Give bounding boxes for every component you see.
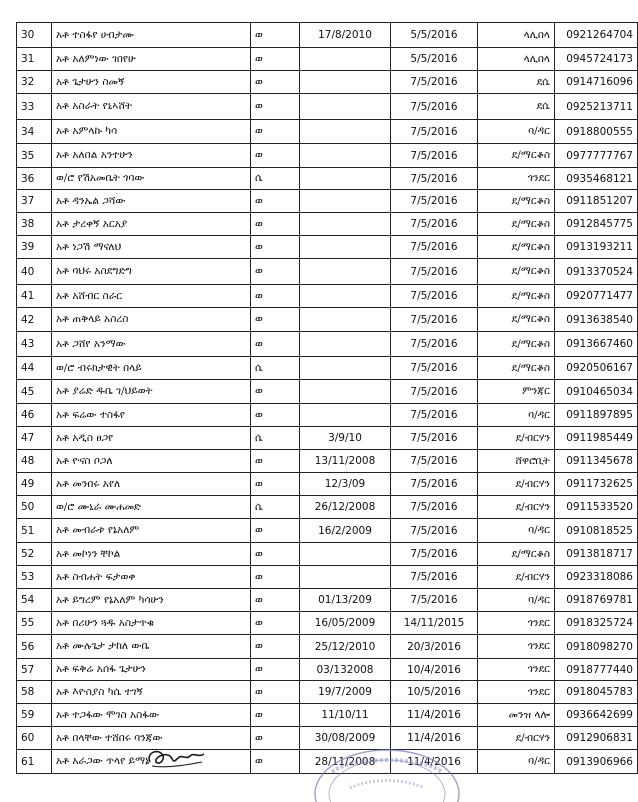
person-name: አቶ ስብሐት ፍታወቀ	[52, 566, 251, 589]
phone-number: 0913193211	[555, 236, 638, 259]
entry-date: 20/3/2016	[391, 635, 478, 659]
phone-number: 0913906966	[555, 750, 638, 774]
person-name: አቶ ዳንኤል ጋሻው	[52, 190, 251, 213]
table-row	[17, 681, 638, 704]
person-name: አቶ አስራት የኒኣሸት	[52, 94, 251, 120]
phone-number: 0912906831	[555, 727, 638, 750]
phone-number: 0977777767	[555, 144, 638, 168]
location: ደ/ብርሃን	[478, 727, 555, 750]
location: ጎንደር	[478, 681, 555, 704]
entry-date: 5/5/2016	[391, 23, 478, 48]
start-date	[300, 380, 391, 404]
row-number: 45	[17, 380, 52, 404]
location: ጎንደር	[478, 168, 555, 190]
person-name: አቶ ታረቀኝ አርአያ	[52, 213, 251, 236]
start-date: 01/13/209	[300, 589, 391, 612]
start-date: 19/7/2009	[300, 681, 391, 704]
phone-number: 0920506167	[555, 357, 638, 380]
row-number: 34	[17, 120, 52, 144]
table-row	[17, 285, 638, 308]
sex-code: ወ	[251, 285, 300, 308]
row-number: 37	[17, 190, 52, 213]
table-row	[17, 23, 638, 48]
person-name: አቶ መኮነን ቸኮል	[52, 543, 251, 566]
phone-number: 0914716096	[555, 71, 638, 94]
phone-number: 0912845775	[555, 213, 638, 236]
row-number: 43	[17, 332, 52, 357]
sex-code: ወ	[251, 589, 300, 612]
person-name: አቶ አራጋው ጥላየ ይማኔ	[52, 750, 251, 774]
person-name: አቶ በሪሁን ጓዱ አስታጥቁ	[52, 612, 251, 635]
row-number: 30	[17, 23, 52, 48]
table-row	[17, 450, 638, 473]
table-row	[17, 404, 638, 427]
person-name: አቶ ጠቅላይ አስረስ	[52, 308, 251, 332]
person-name: ወ/ሮ ሙኒራ ሙሐመድ	[52, 496, 251, 519]
row-number: 33	[17, 94, 52, 120]
entry-date: 7/5/2016	[391, 213, 478, 236]
location: ደ/ማርቆስ	[478, 259, 555, 285]
row-number: 54	[17, 589, 52, 612]
sex-code: ወ	[251, 120, 300, 144]
sex-code: ወ	[251, 236, 300, 259]
person-name: አቶ ይግረም የኔአለም ካሳሁን	[52, 589, 251, 612]
sex-code: ወ	[251, 48, 300, 71]
phone-number: 0911985449	[555, 427, 638, 450]
sex-code: ወ	[251, 94, 300, 120]
sex-code: ወ	[251, 473, 300, 496]
entry-date: 7/5/2016	[391, 450, 478, 473]
entry-date: 7/5/2016	[391, 473, 478, 496]
sex-code: ወ	[251, 71, 300, 94]
sex-code: ወ	[251, 213, 300, 236]
phone-number: 0920771477	[555, 285, 638, 308]
start-date: 17/8/2010	[300, 23, 391, 48]
sex-code: ወ	[251, 704, 300, 727]
entry-date: 7/5/2016	[391, 71, 478, 94]
start-date	[300, 404, 391, 427]
row-number: 48	[17, 450, 52, 473]
location: ባ/ዳር	[478, 120, 555, 144]
entry-date: 7/5/2016	[391, 380, 478, 404]
table-row	[17, 120, 638, 144]
location: ደሴ	[478, 94, 555, 120]
sex-code: ወ	[251, 566, 300, 589]
location: ደ/ማርቆስ	[478, 190, 555, 213]
person-name: ወ/ሮ የሽአመቤት ጎባው	[52, 168, 251, 190]
person-name: አቶ ባህሩ አስደግድግ	[52, 259, 251, 285]
person-name: አቶ ያሬድ ዱቤ ገ/ህይወት	[52, 380, 251, 404]
entry-date: 14/11/2015	[391, 612, 478, 635]
location: ባ/ዳር	[478, 404, 555, 427]
phone-number: 0918777440	[555, 659, 638, 681]
start-date	[300, 357, 391, 380]
phone-number: 0911851207	[555, 190, 638, 213]
location: ደ/ማርቆስ	[478, 332, 555, 357]
row-number: 56	[17, 635, 52, 659]
start-date: 25/12/2010	[300, 635, 391, 659]
location: ጎንደር	[478, 635, 555, 659]
roster-body	[17, 23, 638, 774]
table-row	[17, 659, 638, 681]
entry-date: 7/5/2016	[391, 496, 478, 519]
row-number: 58	[17, 681, 52, 704]
person-name: አቶ አለበል አንተሁን	[52, 144, 251, 168]
sex-code: ሴ	[251, 168, 300, 190]
person-name: ወ/ሮ ብሩክታዊት በላይ	[52, 357, 251, 380]
start-date: 28/11/2008	[300, 750, 391, 774]
phone-number: 0918098270	[555, 635, 638, 659]
person-name: አቶ ተጋፋው ሞገስ አስፋው	[52, 704, 251, 727]
phone-number: 0918325724	[555, 612, 638, 635]
entry-date: 11/4/2016	[391, 727, 478, 750]
row-number: 44	[17, 357, 52, 380]
table-row	[17, 496, 638, 519]
person-name: አቶ ሙሉጌታ ታከለ ውቤ	[52, 635, 251, 659]
person-name: አቶ እዮስያስ ካሴ ተገኝ	[52, 681, 251, 704]
location: ባ/ዳር	[478, 750, 555, 774]
entry-date: 7/5/2016	[391, 519, 478, 543]
location: ጎንደር	[478, 612, 555, 635]
entry-date: 5/5/2016	[391, 48, 478, 71]
start-date	[300, 213, 391, 236]
person-name: አቶ መንበሩ አየለ	[52, 473, 251, 496]
person-name: አቶ አሸብር ስራር	[52, 285, 251, 308]
location: ደ/ብርሃን	[478, 427, 555, 450]
entry-date: 7/5/2016	[391, 190, 478, 213]
person-name: አቶ ጋሸየ አንማው	[52, 332, 251, 357]
row-number: 53	[17, 566, 52, 589]
row-number: 61	[17, 750, 52, 774]
start-date: 16/2/2009	[300, 519, 391, 543]
location: መንዝ ላሎ	[478, 704, 555, 727]
row-number: 50	[17, 496, 52, 519]
start-date	[300, 332, 391, 357]
entry-date: 7/5/2016	[391, 543, 478, 566]
person-name: አቶ ነጋሽ ማናለህ	[52, 236, 251, 259]
row-number: 40	[17, 259, 52, 285]
location: ምንጃር	[478, 380, 555, 404]
sex-code: ወ	[251, 519, 300, 543]
start-date	[300, 259, 391, 285]
row-number: 47	[17, 427, 52, 450]
location: ላሊበላ	[478, 23, 555, 48]
entry-date: 11/4/2016	[391, 750, 478, 774]
row-number: 49	[17, 473, 52, 496]
row-number: 41	[17, 285, 52, 308]
phone-number: 0913818717	[555, 543, 638, 566]
entry-date: 7/5/2016	[391, 427, 478, 450]
start-date	[300, 543, 391, 566]
table-row	[17, 427, 638, 450]
location: ላሊበላ	[478, 48, 555, 71]
start-date: 26/12/2008	[300, 496, 391, 519]
person-name: አቶ ተስፋየ ሀብታሙ	[52, 23, 251, 48]
location: ደ/ብርሃን	[478, 566, 555, 589]
row-number: 42	[17, 308, 52, 332]
location: ደሴ	[478, 71, 555, 94]
phone-number: 0913370524	[555, 259, 638, 285]
person-name: አቶ አምላኩ ካሳ	[52, 120, 251, 144]
start-date	[300, 144, 391, 168]
phone-number: 0918769781	[555, 589, 638, 612]
sex-code: ወ	[251, 404, 300, 427]
table-row	[17, 357, 638, 380]
table-row	[17, 236, 638, 259]
sex-code: ወ	[251, 750, 300, 774]
entry-date: 10/4/2016	[391, 659, 478, 681]
start-date	[300, 308, 391, 332]
sex-code: ሴ	[251, 357, 300, 380]
entry-date: 7/5/2016	[391, 236, 478, 259]
person-name: አቶ ጌታሁን ስመኝ	[52, 71, 251, 94]
handwritten-signature	[142, 742, 212, 772]
location: ደ/ብርሃን	[478, 473, 555, 496]
phone-number: 0913667460	[555, 332, 638, 357]
table-row	[17, 190, 638, 213]
table-row	[17, 332, 638, 357]
person-name: አቶ በላቸው ተሸበሩ ባንጃው	[52, 727, 251, 750]
start-date: 12/3/09	[300, 473, 391, 496]
roster-table	[16, 22, 638, 774]
table-row	[17, 543, 638, 566]
table-row	[17, 566, 638, 589]
phone-number: 0945724173	[555, 48, 638, 71]
phone-number: 0910818525	[555, 519, 638, 543]
start-date	[300, 190, 391, 213]
start-date	[300, 120, 391, 144]
location: ደ/ማርቆስ	[478, 357, 555, 380]
sex-code: ሴ	[251, 496, 300, 519]
table-row	[17, 94, 638, 120]
phone-number: 0910465034	[555, 380, 638, 404]
person-name: አቶ ፍቅሬ አሰፋ ጌታሁን	[52, 659, 251, 681]
row-number: 60	[17, 727, 52, 750]
table-row	[17, 259, 638, 285]
table-row	[17, 589, 638, 612]
phone-number: 0935468121	[555, 168, 638, 190]
start-date	[300, 168, 391, 190]
location: ጎንደር	[478, 659, 555, 681]
phone-number: 0925213711	[555, 94, 638, 120]
row-number: 57	[17, 659, 52, 681]
sex-code: ወ	[251, 23, 300, 48]
row-number: 36	[17, 168, 52, 190]
entry-date: 7/5/2016	[391, 144, 478, 168]
row-number: 59	[17, 704, 52, 727]
phone-number: 0918800555	[555, 120, 638, 144]
location: ደ/ማርቆስ	[478, 308, 555, 332]
entry-date: 7/5/2016	[391, 120, 478, 144]
sex-code: ወ	[251, 308, 300, 332]
table-row	[17, 144, 638, 168]
row-number: 46	[17, 404, 52, 427]
location: ባ/ዳር	[478, 519, 555, 543]
entry-date: 7/5/2016	[391, 259, 478, 285]
table-row	[17, 380, 638, 404]
sex-code: ሴ	[251, 427, 300, 450]
sex-code: ወ	[251, 635, 300, 659]
start-date: 11/10/11	[300, 704, 391, 727]
phone-number: 0911533520	[555, 496, 638, 519]
table-row	[17, 519, 638, 543]
location: ባ/ዳር	[478, 589, 555, 612]
phone-number: 0911897895	[555, 404, 638, 427]
sex-code: ወ	[251, 259, 300, 285]
start-date	[300, 71, 391, 94]
table-row	[17, 48, 638, 71]
entry-date: 7/5/2016	[391, 94, 478, 120]
phone-number: 0911732625	[555, 473, 638, 496]
sex-code: ወ	[251, 543, 300, 566]
table-row	[17, 71, 638, 94]
start-date: 16/05/2009	[300, 612, 391, 635]
table-row	[17, 473, 638, 496]
row-number: 52	[17, 543, 52, 566]
table-row	[17, 213, 638, 236]
start-date: 30/08/2009	[300, 727, 391, 750]
start-date	[300, 566, 391, 589]
sex-code: ወ	[251, 332, 300, 357]
location: ደ/ማርቆስ	[478, 236, 555, 259]
row-number: 38	[17, 213, 52, 236]
entry-date: 7/5/2016	[391, 566, 478, 589]
sex-code: ወ	[251, 190, 300, 213]
row-number: 35	[17, 144, 52, 168]
person-name: አቶ ፍሬው ተስፋየ	[52, 404, 251, 427]
row-number: 31	[17, 48, 52, 71]
location: ሸዋሮቢት	[478, 450, 555, 473]
location: ደ/ማርቆስ	[478, 144, 555, 168]
location: ደ/ማርቆስ	[478, 285, 555, 308]
official-stamp	[292, 742, 482, 802]
entry-date: 7/5/2016	[391, 285, 478, 308]
table-row	[17, 168, 638, 190]
start-date	[300, 94, 391, 120]
sex-code: ወ	[251, 144, 300, 168]
person-name: አቶ አለምነው ገበየሁ	[52, 48, 251, 71]
start-date	[300, 285, 391, 308]
person-name: አቶ አዲስ ፀጋየ	[52, 427, 251, 450]
sex-code: ወ	[251, 380, 300, 404]
phone-number: 0923318086	[555, 566, 638, 589]
entry-date: 7/5/2016	[391, 589, 478, 612]
table-row	[17, 635, 638, 659]
row-number: 39	[17, 236, 52, 259]
phone-number: 0911345678	[555, 450, 638, 473]
phone-number: 0921264704	[555, 23, 638, 48]
row-number: 55	[17, 612, 52, 635]
row-number: 32	[17, 71, 52, 94]
start-date: 3/9/10	[300, 427, 391, 450]
entry-date: 7/5/2016	[391, 404, 478, 427]
location: ደ/ማርቆስ	[478, 543, 555, 566]
start-date	[300, 48, 391, 71]
location: ደ/ብርሃን	[478, 496, 555, 519]
person-name: አቶ ዮናስ ቦጋለ	[52, 450, 251, 473]
sex-code: ወ	[251, 659, 300, 681]
entry-date: 7/5/2016	[391, 308, 478, 332]
sex-code: ወ	[251, 727, 300, 750]
sex-code: ወ	[251, 450, 300, 473]
location: ደ/ማርቆስ	[478, 213, 555, 236]
start-date: 13/11/2008	[300, 450, 391, 473]
entry-date: 7/5/2016	[391, 332, 478, 357]
entry-date: 10/5/2016	[391, 681, 478, 704]
sex-code: ወ	[251, 681, 300, 704]
table-row	[17, 704, 638, 727]
entry-date: 11/4/2016	[391, 704, 478, 727]
table-row	[17, 308, 638, 332]
entry-date: 7/5/2016	[391, 168, 478, 190]
phone-number: 0918045783	[555, 681, 638, 704]
phone-number: 0913638540	[555, 308, 638, 332]
phone-number: 0936642699	[555, 704, 638, 727]
person-name: አቶ መብራቱ የኔአለም	[52, 519, 251, 543]
sex-code: ወ	[251, 612, 300, 635]
table-row	[17, 612, 638, 635]
start-date: 03/132008	[300, 659, 391, 681]
start-date	[300, 236, 391, 259]
entry-date: 7/5/2016	[391, 357, 478, 380]
row-number: 51	[17, 519, 52, 543]
